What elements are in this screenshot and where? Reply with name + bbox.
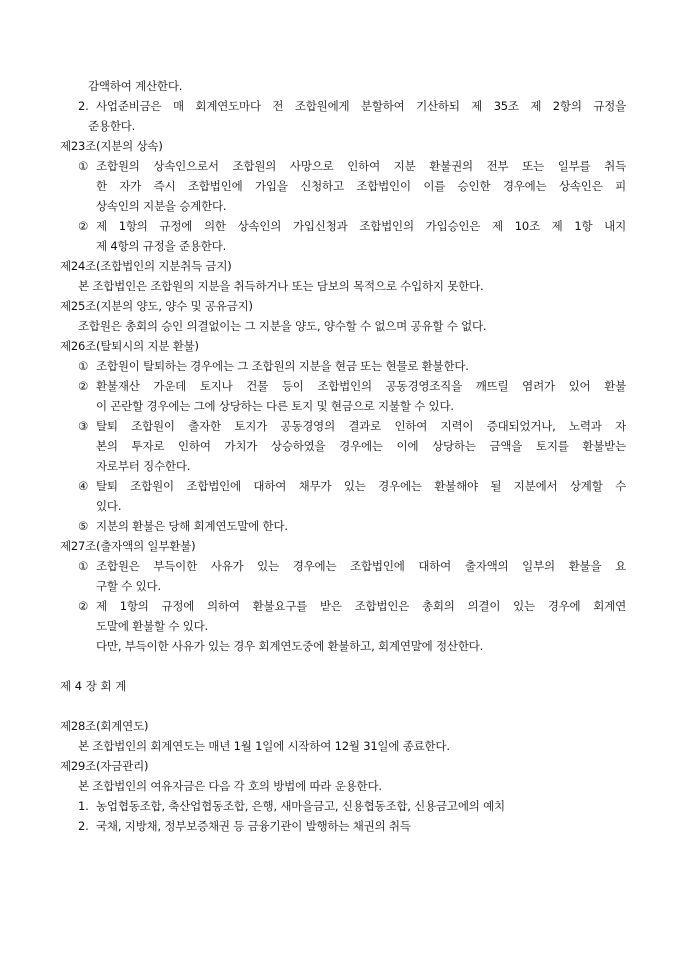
article-body: 본 조합법인의 회계연도는 매년 1월 1일에 시작하여 12월 31일에 종료한다. <box>78 739 450 753</box>
item-text: 사업준비금은 매 회계연도마다 전 조합원에게 분할하여 기산하되 제 35조 제 2항의 규정을 <box>96 99 626 113</box>
numbered-item <box>56 556 626 576</box>
numbered-item <box>56 416 626 436</box>
text-line <box>56 196 626 216</box>
text-span: 감액하여 계산한다. <box>88 79 183 93</box>
article-heading: 제27조(출자액의 일부환불) <box>60 539 196 553</box>
item-text: 탈퇴 조합원이 조합법인에 대하여 채무가 있는 경우에는 환불해야 될 지분에서 상계할 수 <box>96 479 626 493</box>
numbered-item <box>56 516 626 536</box>
chapter-heading: 제 4 장 회 계 <box>60 679 127 693</box>
text-span: 다만, 부득이한 사유가 있는 경우 회계연도중에 환불하고, 회계연말에 정산한다. <box>96 639 484 653</box>
text-span: 있다. <box>96 499 122 513</box>
text-line <box>56 636 626 656</box>
item-number: ③ <box>78 419 89 433</box>
text-line <box>56 616 626 636</box>
text-line <box>56 456 626 476</box>
article-heading: 제25조(지분의 양도, 양수 및 공유금지) <box>60 299 253 313</box>
text-span: 자로부터 징수한다. <box>96 459 191 473</box>
text-span: 구할 수 있다. <box>96 579 161 593</box>
text-line <box>56 396 626 416</box>
item-text: 조합원이 탈퇴하는 경우에는 그 조합원의 지분을 현금 또는 현물로 환불한다. <box>96 359 469 373</box>
item-text: 제 1항의 규정에 의한 상속인의 가입신청과 조합법인의 가입승인은 제 10조 제 1항 내지 <box>96 219 626 233</box>
blank-line <box>56 656 626 676</box>
text-line <box>56 496 626 516</box>
document-page <box>56 76 626 836</box>
numbered-item <box>56 96 626 116</box>
numbered-item <box>56 796 626 816</box>
article-body: 본 조합법인은 조합원의 지분을 취득하거나 또는 담보의 목적으로 수입하지 못한다. <box>78 279 484 293</box>
numbered-item <box>56 596 626 616</box>
numbered-item <box>56 476 626 496</box>
item-number: 2. <box>78 819 89 833</box>
item-number: ② <box>78 599 89 613</box>
numbered-item <box>56 356 626 376</box>
item-text: 조합원의 상속인으로서 조합원의 사망으로 인하여 지분 환불권의 전부 또는 일부를 취득 <box>96 159 626 173</box>
text-span: 제 4항의 규정을 준용한다. <box>96 239 227 253</box>
text-span: 이 곤란할 경우에는 그에 상당하는 다른 토지 및 현금으로 지불할 수 있다. <box>96 399 454 413</box>
item-number: 2. <box>78 99 89 113</box>
text-line <box>56 176 626 196</box>
article-body: 조합원은 총회의 승인 의결없이는 그 지분을 양도, 양수할 수 없으며 공유할 수 없다. <box>78 319 487 333</box>
item-number: ② <box>78 219 89 233</box>
numbered-item <box>56 376 626 396</box>
item-number: ① <box>78 159 89 173</box>
text-span: 상속인의 지분을 승계한다. <box>96 199 227 213</box>
numbered-item <box>56 816 626 836</box>
blank-line <box>56 696 626 716</box>
text-span: 본의 투자로 인하여 가치가 상승하였을 경우에는 이에 상당하는 금액을 토지를 환불받는 <box>96 439 626 453</box>
item-number: 1. <box>78 799 89 813</box>
numbered-item <box>56 216 626 236</box>
article-body: 본 조합법인의 여유자금은 다음 각 호의 방법에 따라 운용한다. <box>78 779 382 793</box>
item-number: ② <box>78 379 89 393</box>
article-heading: 제26조(탈퇴시의 지분 환불) <box>60 339 199 353</box>
article-heading: 제29조(자금관리) <box>60 759 149 773</box>
item-text: 환불재산 가운데 토지나 건물 등이 조합법인의 공동경영조직을 깨뜨릴 염려가 있어 환불 <box>96 379 626 393</box>
item-text: 농업협동조합, 축산업협동조합, 은행, 새마을금고, 신용협동조합, 신용금고에의 예치 <box>96 799 505 813</box>
article-heading: 제24조(조합법인의 지분취득 금지) <box>60 259 232 273</box>
text-span: 준용한다. <box>88 119 136 133</box>
text-span: 한 자가 즉시 조합법인에 가입을 신청하고 조합법인이 이를 승인한 경우에는 상속인은 피 <box>96 179 626 193</box>
item-text: 조합원은 부득이한 사유가 있는 경우에는 조합법인에 대하여 출자액의 일부의 환불을 요 <box>96 559 626 573</box>
numbered-item <box>56 156 626 176</box>
text-line <box>56 76 626 96</box>
text-line <box>56 116 626 136</box>
item-number: ⑤ <box>78 519 89 533</box>
item-number: ④ <box>78 479 89 493</box>
text-line <box>56 576 626 596</box>
article-heading: 제23조(지분의 상속) <box>60 139 163 153</box>
text-line <box>56 436 626 456</box>
text-line <box>56 236 626 256</box>
item-text: 제 1항의 규정에 의하여 환불요구를 받은 조합법인은 총회의 의결이 있는 경우에 회계연 <box>96 599 626 613</box>
item-text: 탈퇴 조합원이 출자한 토지가 공동경영의 결과로 인하여 지력이 증대되었거나, 노력과 자 <box>96 419 626 433</box>
item-number: ① <box>78 359 89 373</box>
text-span: 도말에 환불할 수 있다. <box>96 619 209 633</box>
item-number: ① <box>78 559 89 573</box>
item-text: 국채, 지방채, 정부보증채권 등 금융기관이 발행하는 채권의 취득 <box>96 819 411 833</box>
item-text: 지분의 환불은 당해 회계연도말에 한다. <box>96 519 288 533</box>
article-heading: 제28조(회계연도) <box>60 719 149 733</box>
